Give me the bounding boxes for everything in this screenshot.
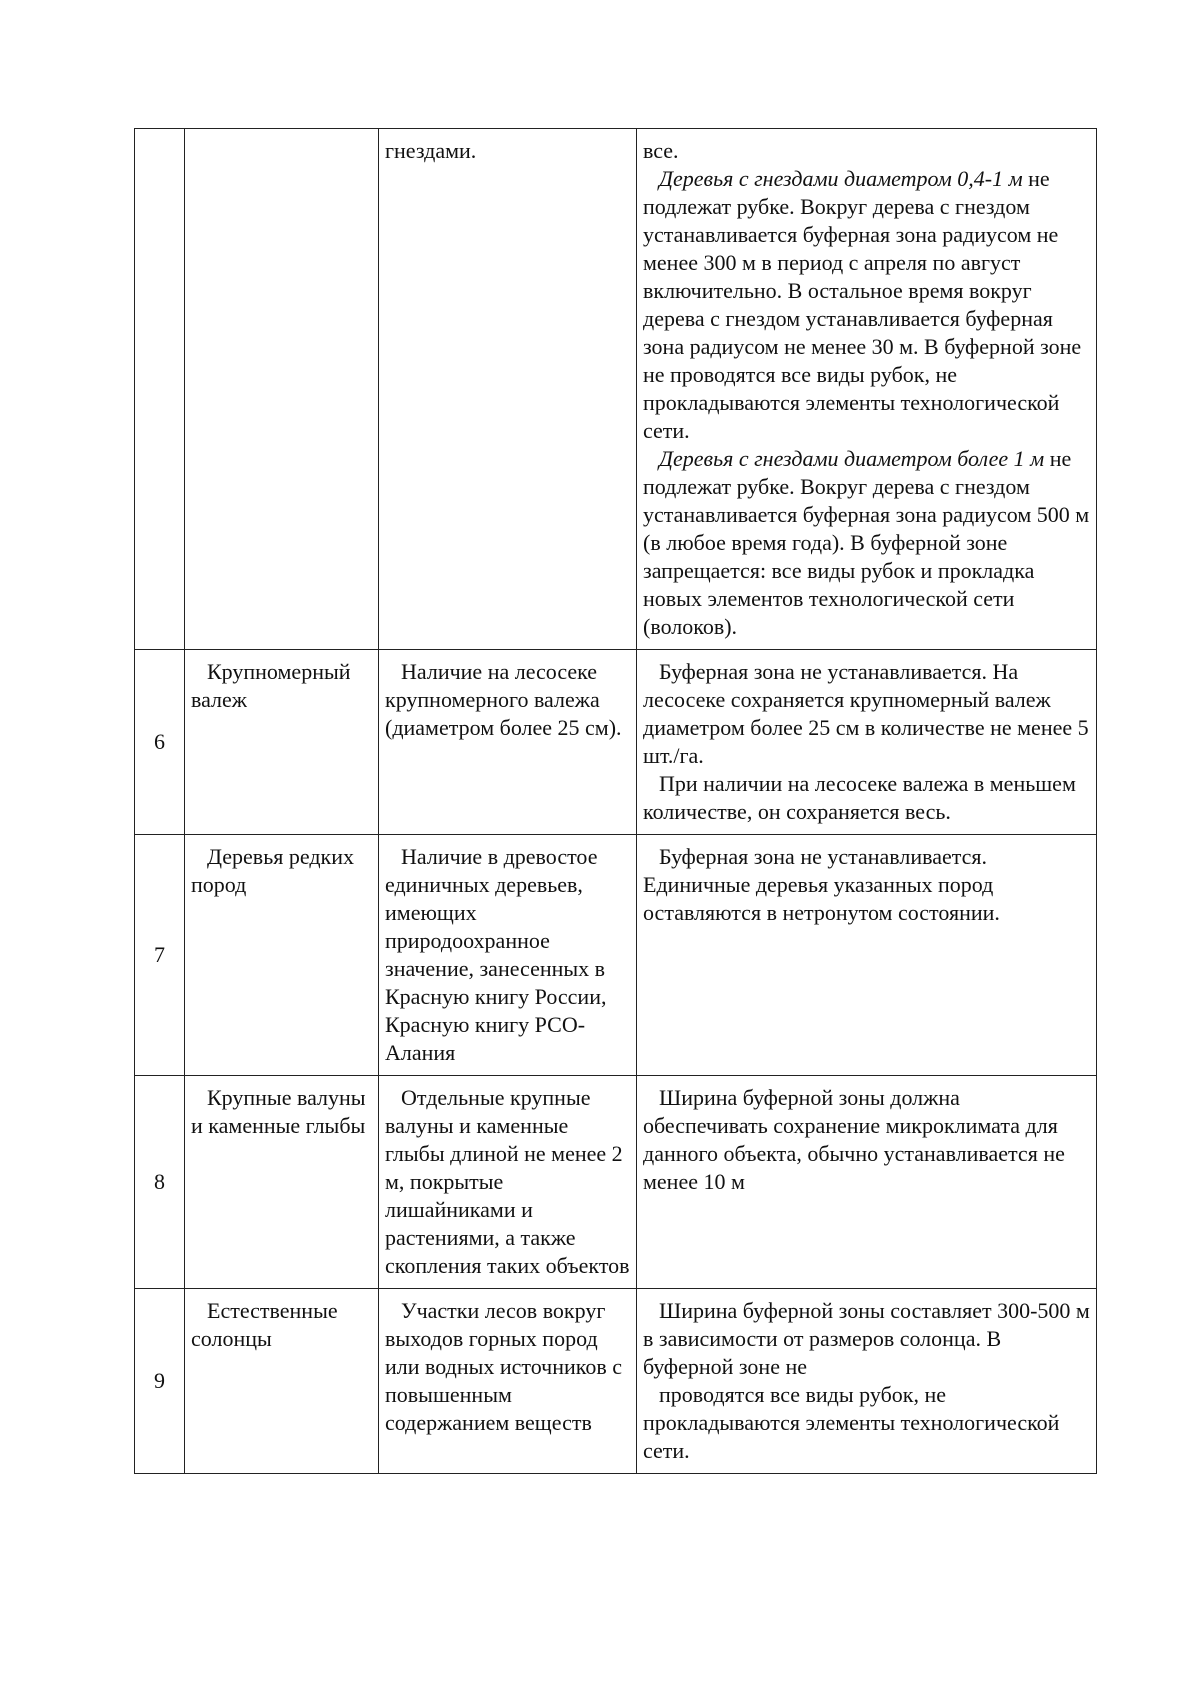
object-text: Деревья редких пород [191, 844, 354, 897]
object-text: Естественные солонцы [191, 1298, 338, 1351]
measure-cell [637, 1289, 1097, 1474]
object-cell [185, 1076, 379, 1289]
table-row [135, 650, 1097, 835]
row-number: 7 [135, 835, 185, 1076]
measure-text: Ширина буферной зоны должна обеспечивать сохранение микроклимата для данного объекта, обычно устанавливается не менее 10 м [643, 1085, 1065, 1194]
measure-cell [637, 650, 1097, 835]
table-row [135, 1076, 1097, 1289]
criterion-text: Участки лесов вокруг выходов горных пород или водных источников с повышенным содержанием веществ [385, 1298, 623, 1435]
measure-text: Буферная зона не устанавливается. Единичные деревья указанных пород оставляются в нетронутом состоянии. [643, 844, 1000, 925]
requirements-table [134, 128, 1097, 1474]
row-number: 9 [135, 1289, 185, 1474]
object-cell [185, 129, 379, 650]
criterion-cell [379, 1289, 637, 1474]
measure-text: не подлежат рубке. Вокруг дерева с гнездом устанавливается буферная зона радиусом не менее 300 м в период с апреля по август включительно. В остальное время вокруг дерева с гнездом устанавливается буферная зона радиусом не менее 30 м. В буферной зоне не проводятся все виды рубок, не прокладываются элементы технологической сети. [643, 166, 1082, 443]
measure-text: При наличии на лесосеке валежа в меньшем количестве, он сохраняется весь. [643, 771, 1076, 824]
criterion-cell [379, 1076, 637, 1289]
criterion-cell [379, 129, 637, 650]
row-number [135, 129, 185, 650]
object-text: Крупномерный валеж [191, 659, 351, 712]
criterion-cell [379, 835, 637, 1076]
criterion-text: гнездами. [385, 138, 477, 163]
criterion-text: Наличие на лесосеке крупномерного валежа (диаметром более 25 см). [385, 659, 622, 740]
measure-text: Буферная зона не устанавливается. На лесосеке сохраняется крупномерный валеж диаметром более 25 см в количестве не менее 5 шт./га. [643, 659, 1089, 768]
row-number: 8 [135, 1076, 185, 1289]
criterion-cell [379, 650, 637, 835]
object-cell [185, 1289, 379, 1474]
object-text: Крупные валуны и каменные глыбы [191, 1085, 366, 1138]
measure-text: все. [643, 138, 679, 163]
measure-italic-lead: Деревья с гнездами диаметром более 1 м [659, 446, 1045, 471]
object-cell [185, 835, 379, 1076]
measure-cell [637, 1076, 1097, 1289]
criterion-text: Отдельные крупные валуны и каменные глыбы длиной не менее 2 м, покрытые лишайниками и растениями, а также скопления таких объектов [385, 1085, 630, 1278]
table-row [135, 835, 1097, 1076]
row-number: 6 [135, 650, 185, 835]
criterion-text: Наличие в древостое единичных деревьев, имеющих природоохранное значение, занесенных в Красную книгу России, Красную книгу РСО-Алания [385, 844, 607, 1065]
object-cell [185, 650, 379, 835]
measure-italic-lead: Деревья с гнездами диаметром 0,4-1 м [659, 166, 1023, 191]
table-row [135, 129, 1097, 650]
measure-text: проводятся все виды рубок, не прокладываются элементы технологической сети. [643, 1382, 1060, 1463]
measure-text: не подлежат рубке. Вокруг дерева с гнездом устанавливается буферная зона радиусом 500 м (в любое время года). В буферной зоне запрещается: все виды рубок и прокладка новых элементов технологической сети (волоков). [643, 446, 1090, 639]
measure-paragraph [643, 165, 1090, 445]
table-row [135, 1289, 1097, 1474]
measure-cell [637, 129, 1097, 650]
measure-text: Ширина буферной зоны составляет 300-500 м в зависимости от размеров солонца. В буферной зоне не [643, 1298, 1090, 1379]
measure-paragraph [643, 445, 1090, 641]
measure-cell [637, 835, 1097, 1076]
